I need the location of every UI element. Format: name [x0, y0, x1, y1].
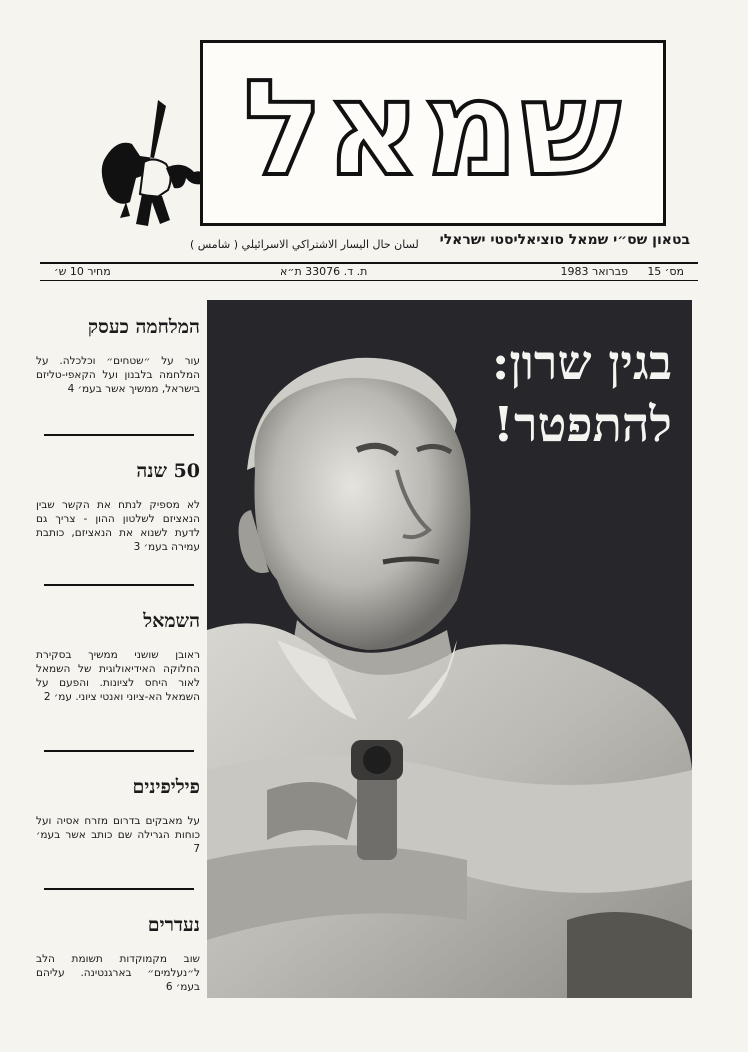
story-heading: פיליפינים [132, 776, 200, 798]
story-heading: המלחמה כעסק [87, 316, 200, 338]
story-divider [44, 434, 194, 436]
masthead-subtitle: בטאון שס״י שמאל סוציאליסטי ישראלי [439, 232, 690, 248]
story-teaser: עור על ״שטחים״ וכלכלה. על המלחמה בלבנון ועל הקאפי-טליזם בישראל, ממשיך אשר בעמ׳ 4 [36, 355, 200, 395]
story-heading: השמאל [143, 610, 200, 632]
story-disappeared [36, 910, 200, 994]
issue-line [40, 264, 698, 280]
issue-po-box: ת. ד. 33076 ת״א [280, 265, 368, 278]
story-divider [44, 584, 194, 586]
issue-rule-bottom [40, 280, 698, 281]
story-divider [44, 888, 194, 890]
cover-photo [207, 300, 692, 998]
story-the-left [36, 606, 200, 704]
story-heading: 50 שנה [136, 460, 200, 482]
masthead-subtitle-arabic: لسان حال اليسار الاشتراكي الاسرائيلي ( شامس ) [190, 238, 419, 251]
issue-number: מס׳ 15 [647, 265, 684, 278]
story-divider [44, 750, 194, 752]
cover-headline-line-2: להתפטר! [492, 397, 672, 453]
masthead [200, 40, 666, 226]
story-philippines [36, 772, 200, 856]
story-war-business [36, 312, 200, 396]
issue-price: מחיר 10 ש׳ [54, 265, 111, 278]
cover-headline-line-1: בגין שרון: [491, 335, 672, 391]
story-teaser: על מאבקים בדרום מזרח אסיה ועל כוחות הגרילה שם כותב אשר בעמ׳ 7 [36, 815, 200, 855]
issue-date: פברואר 1983 [560, 265, 628, 278]
story-teaser: שוב מקמוקדות תשומת הלב ל״נעלמים״ בארגנטינה. עליהם בעמ׳ 6 [36, 953, 200, 993]
story-heading: נעדרים [147, 914, 200, 936]
story-50-years [36, 456, 200, 554]
torch-bearer-logo [96, 98, 208, 234]
story-teaser: לא מספיק לנתח את הקשר שבין הנאציזם לשלטון ההון - צריך גם לדעת לשנוא את הנאציזם, כותבת עמירה בעמ׳ 3 [36, 499, 200, 553]
cover-headline [492, 332, 672, 456]
story-teaser: ראובן שושני ממשיך בסקירת החלוקה האידיאולוגית של השמאל לאור היחס לציונות. והפעם על השמאל הא-ציוני ואנטי ציוני. עמ׳ 2 [36, 649, 200, 703]
masthead-title: שמאל [243, 52, 623, 206]
